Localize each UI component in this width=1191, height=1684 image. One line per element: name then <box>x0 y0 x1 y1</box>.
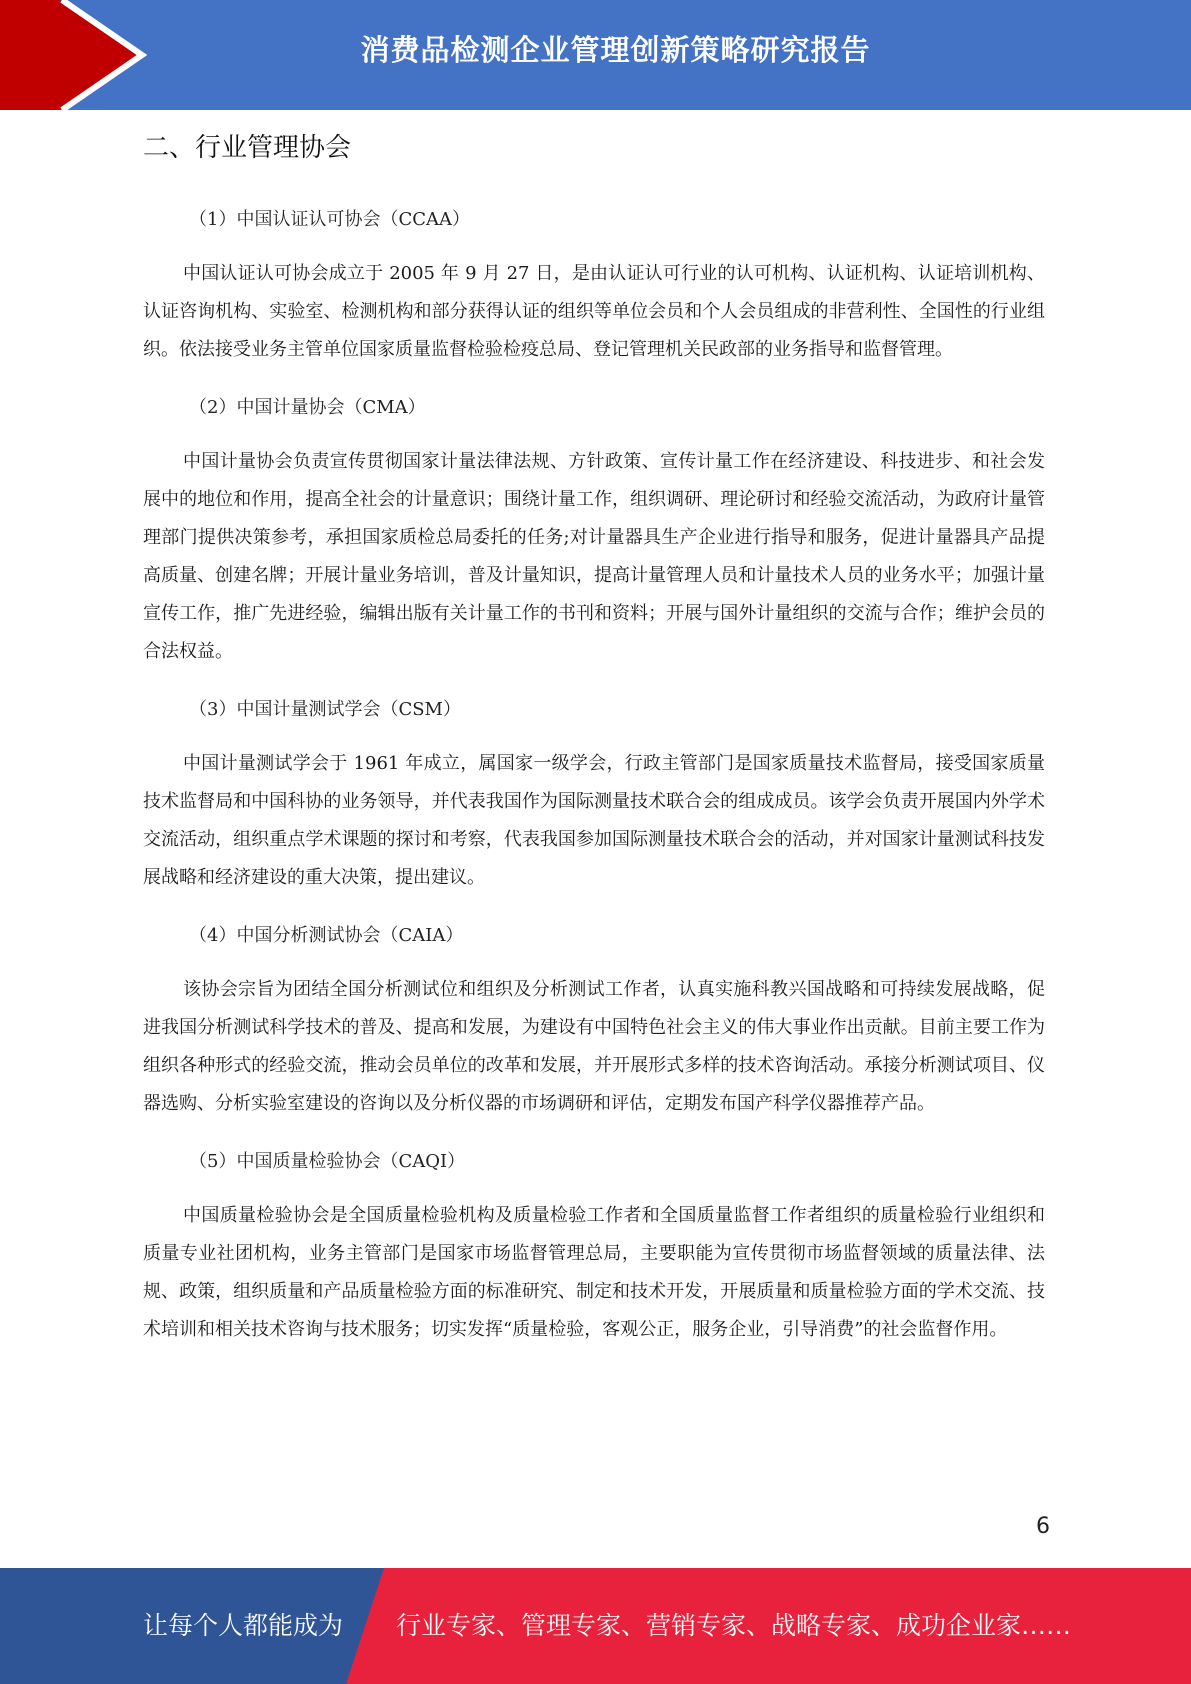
association-body-csm: 中国计量测试学会于 1961 年成立，属国家一级学会，行政主管部门是国家质量技术监督局，接受国家质量技术监督局和中国科协的业务领导，并代表我国作为国际测量技术联合会的组成成员。该学会负责开展国内外学术交流活动，组织重点学术课题的探讨和考察，代表我国参加国际测量技术联合会的活动，并对国家计量测试科技发展战略和经济建设的重大决策，提出建议。 <box>143 753 1045 888</box>
section-heading: 二、行业管理协会 <box>143 133 352 163</box>
association-title-ccaa: （1）中国认证认可协会（CCAA） <box>189 209 470 230</box>
page-number: 6 <box>1036 1514 1050 1539</box>
page-header <box>0 0 1191 110</box>
footer-slogan-left: 让每个人都能成为 <box>143 1611 344 1640</box>
association-body-ccaa: 中国认证认可协会成立于 2005 年 9 月 27 日，是由认证认可行业的认可机构、认证机构、认证培训机构、认证咨询机构、实验室、检测机构和部分获得认证的组织等单位会员和个人会员组成的非营利性、全国性的行业组织。依法接受业务主管单位国家质量监督检验检疫总局、登记管理机关民政部的业务指导和监督管理。 <box>143 263 1045 360</box>
association-body-caia: 该协会宗旨为团结全国分析测试位和组织及分析测试工作者，认真实施科教兴国战略和可持续发展战略，促进我国分析测试科学技术的普及、提高和发展，为建设有中国特色社会主义的伟大事业作出贡献。目前主要工作为组织各种形式的经验交流，推动会员单位的改革和发展，并开展形式多样的技术咨询活动。承接分析测试项目、仪器选购、分析实验室建设的咨询以及分析仪器的市场调研和评估，定期发布国产科学仪器推荐产品。 <box>143 979 1045 1114</box>
page-footer <box>0 1568 1191 1684</box>
association-body-cma: 中国计量协会负责宣传贯彻国家计量法律法规、方针政策、宣传计量工作在经济建设、科技进步、和社会发展中的地位和作用，提高全社会的计量意识；围绕计量工作，组织调研、理论研讨和经验交流活动，为政府计量管理部门提供决策参考，承担国家质检总局委托的任务;对计量器具生产企业进行指导和服务，促进计量器具产品提高质量、创建名牌；开展计量业务培训，普及计量知识，提高计量管理人员和计量技术人员的业务水平；加强计量宣传工作，推广先进经验，编辑出版有关计量工作的书刊和资料；开展与国外计量组织的交流与合作；维护会员的合法权益。 <box>143 451 1045 662</box>
association-title-csm: （3）中国计量测试学会（CSM） <box>189 699 461 720</box>
footer-slogan-right: 行业专家、管理专家、营销专家、战略专家、成功企业家…… <box>396 1611 1072 1640</box>
report-title: 消费品检测企业管理创新策略研究报告 <box>360 33 871 67</box>
association-title-cma: （2）中国计量协会（CMA） <box>189 397 426 418</box>
association-title-caia: （4）中国分析测试协会（CAIA） <box>189 925 464 946</box>
association-title-caqi: （5）中国质量检验协会（CAQI） <box>189 1151 466 1172</box>
association-body-caqi: 中国质量检验协会是全国质量检验机构及质量检验工作者和全国质量监督工作者组织的质量检验行业组织和质量专业社团机构，业务主管部门是国家市场监督管理总局，主要职能为宣传贯彻市场监督领域的质量法律、法规、政策，组织质量和产品质量检验方面的标准研究、制定和技术开发，开展质量和质量检验方面的学术交流、技术培训和相关技术咨询与技术服务；切实发挥“质量检验，客观公正，服务企业，引导消费”的社会监督作用。 <box>143 1205 1045 1340</box>
page-content <box>143 125 1045 1369</box>
